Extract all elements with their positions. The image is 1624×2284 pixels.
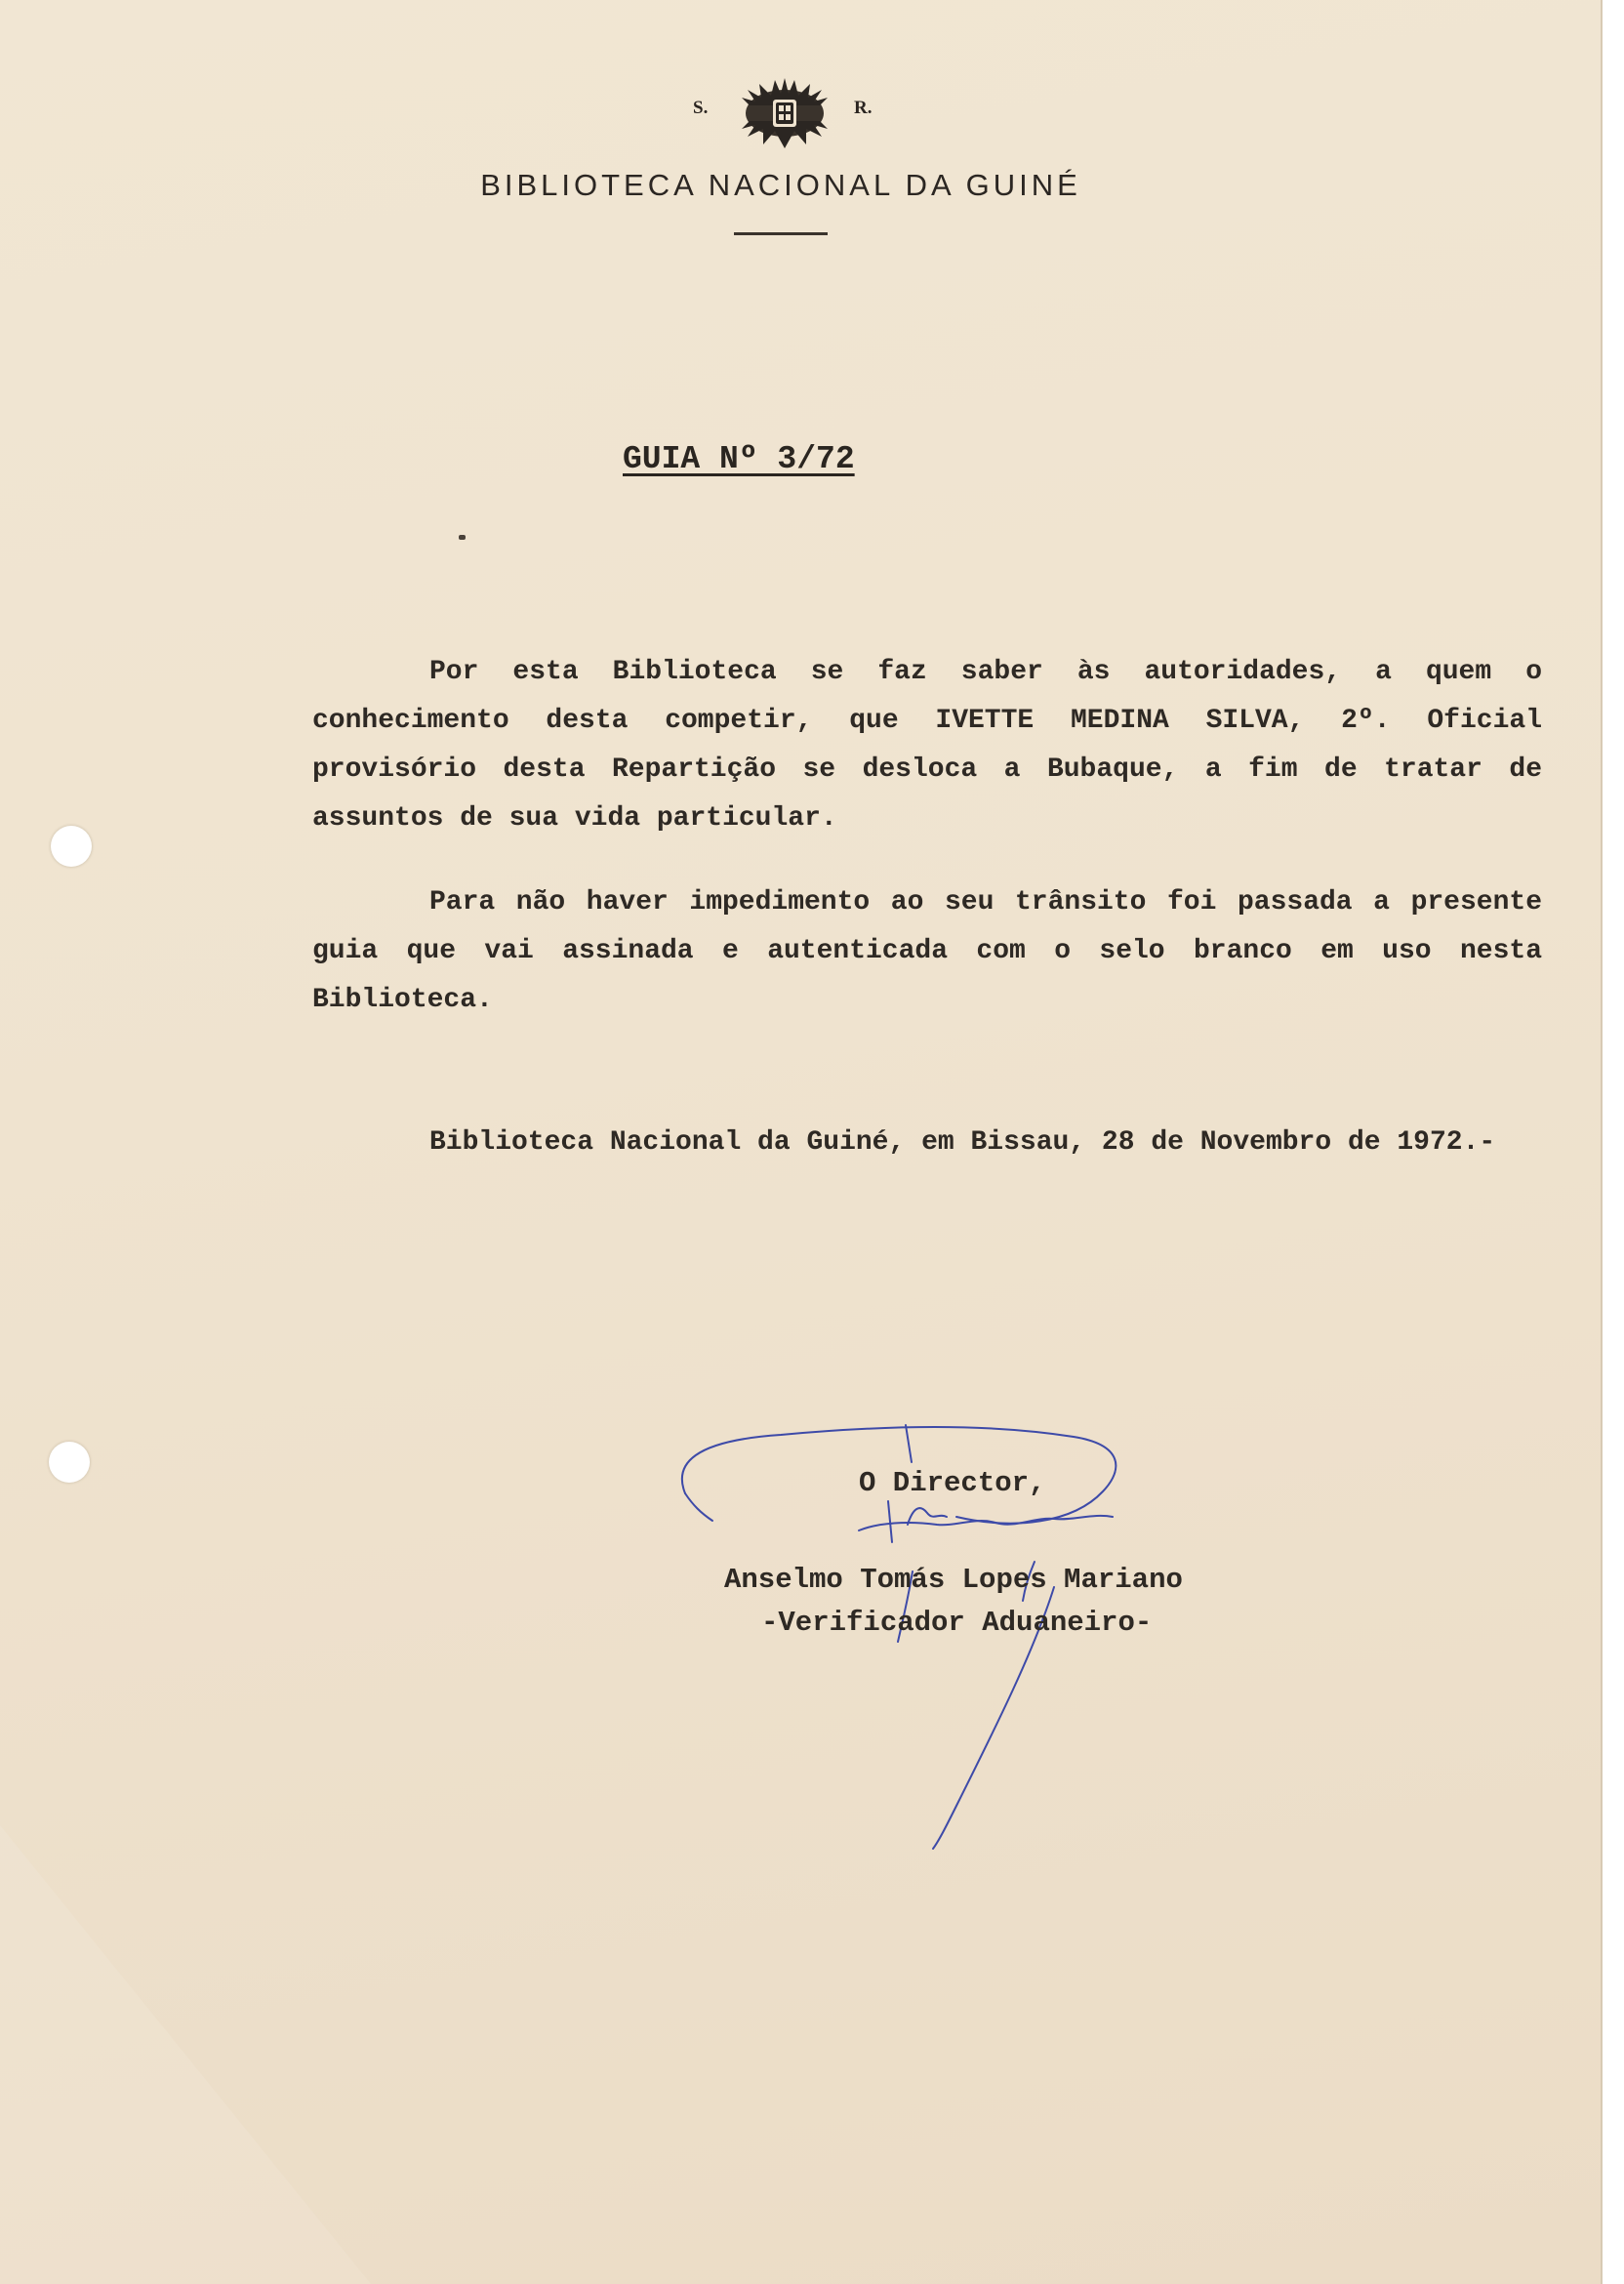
- letterhead-initial-right: R.: [854, 98, 873, 118]
- signatory-title: -Verificador Aduaneiro-: [761, 1607, 1153, 1639]
- emblem-row: [429, 76, 1132, 154]
- letterhead: [429, 76, 1132, 235]
- document-title: GUIA Nº 3/72: [623, 441, 855, 477]
- signatory-role: O Director,: [859, 1467, 1046, 1499]
- coat-of-arms-icon: [740, 76, 830, 150]
- letterhead-divider: [734, 232, 828, 235]
- punch-hole: [49, 1442, 90, 1483]
- letterhead-initial-left: S.: [693, 98, 709, 118]
- body-paragraph-transit: Para não haver impedimento ao seu trânsito foi passada a presente guia que vai assinada e autenticada com o selo branco em uso nesta Biblioteca.: [312, 887, 1542, 1015]
- institution-name: BIBLIOTECA NACIONAL DA GUINÉ: [480, 168, 1081, 202]
- signatory-name: Anselmo Tomás Lopes Mariano: [724, 1564, 1183, 1596]
- paper-fold-shade: [0, 1825, 371, 2284]
- punch-hole: [51, 826, 92, 867]
- ink-speck: [459, 535, 466, 540]
- body-paragraph-authorization: Por esta Biblioteca se faz saber às autoridades, a quem o conhecimento desta competir, que IVETTE MEDINA SILVA, 2º. Oficial provisório desta Repartição se desloca a Bubaque, a fim de tratar de assuntos de sua vida particular.: [312, 657, 1542, 834]
- place-and-date: Biblioteca Nacional da Guiné, em Bissau, 28 de Novembro de 1972.-: [429, 1127, 1496, 1158]
